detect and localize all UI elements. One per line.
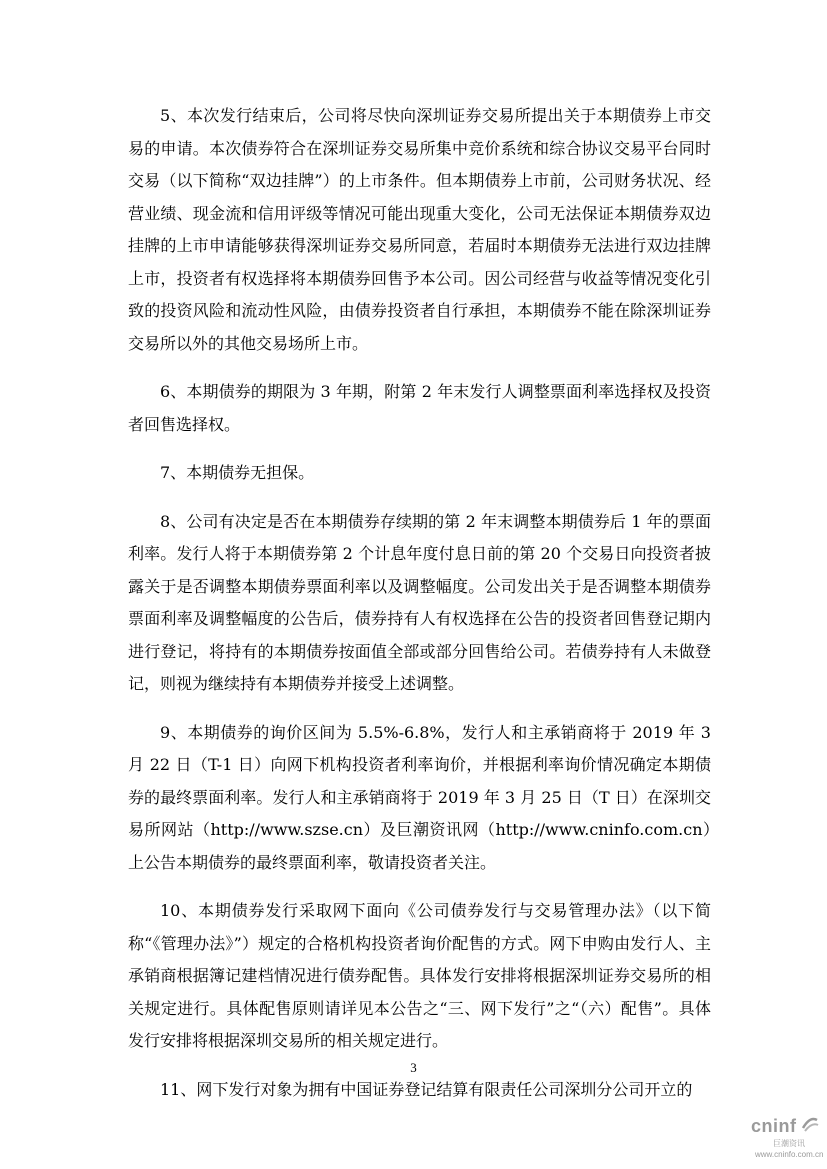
paragraph-7: 7、本期债券无担保。	[160, 463, 315, 482]
watermark-logo-text: cninf	[751, 1116, 797, 1136]
paragraph-6: 6、本期债券的期限为 3 年期，附第 2 年末发行人调整票面利率选择权及投资者回售选择权。	[128, 382, 711, 434]
cninfo-logo-icon	[800, 1114, 820, 1134]
watermark-url: www.cninfo.com.cn	[755, 1150, 824, 1159]
paragraph-10: 10、本期债券发行采取网下面向《公司债券发行与交易管理办法》（以下简称“《管理办法》”）规定的合格机构投资者询价配售的方式。网下申购由发行人、主承销商根据簿记建档情况进行债券配售。具体发行安排将根据深圳证券交易所的相关规定进行。具体配售原则请详见本公告之“三、网下发行”之“（六）配售”。具体发行安排将根据深圳交易所的相关规定进行。	[128, 901, 711, 1050]
watermark-subtitle: 巨潮资讯	[773, 1139, 805, 1148]
cninfo-watermark	[715, 1110, 825, 1166]
page-number: 3	[410, 1060, 417, 1075]
paragraph-5: 5、本次发行结束后，公司将尽快向深圳证券交易所提出关于本期债券上市交易的申请。本次债券符合在深圳证券交易所集中竞价系统和综合协议交易平台同时交易（以下简称“双边挂牌”）的上市条件。但本期债券上市前，公司财务状况、经营业绩、现金流和信用评级等情况可能出现重大变化，公司无法保证本期债券双边挂牌的上市申请能够获得深圳证券交易所同意，若届时本期债券无法进行双边挂牌上市，投资者有权选择将本期债券回售予本公司。因公司经营与收益等情况变化引致的投资风险和流动性风险，由债券投资者自行承担，本期债券不能在除深圳证券交易所以外的其他交易场所上市。	[128, 106, 711, 353]
paragraph-11: 11、网下发行对象为拥有中国证券登记结算有限责任公司深圳分公司开立的	[160, 1079, 693, 1099]
paragraph-9: 9、本期债券的询价区间为 5.5%-6.8%，发行人和主承销商将于 2019 年 3 月 22 日（T-1 日）向网下机构投资者利率询价，并根据利率询价情况确定本期债券的最终票面利率。发行人和主承销商将于 2019 年 3 月 25 日（T 日）在深圳交易所网站（http://www.szse.cn）及巨潮资讯网（http://www.cninfo.com.cn）上公告本期债券的最终票面利率，敬请投资者关注。	[128, 722, 711, 872]
paragraph-8: 8、公司有决定是否在本期债券存续期的第 2 年末调整本期债券后 1 年的票面利率。发行人将于本期债券第 2 个计息年度付息日前的第 20 个交易日向投资者披露关于是否调整本期债券票面利率以及调整幅度。公司发出关于是否调整本期债券票面利率及调整幅度的公告后，债券持有人有权选择在公告的投资者回售登记期内进行登记，将持有的本期债券按面值全部或部分回售给公司。若债券持有人未做登记，则视为继续持有本期债券并接受上述调整。	[128, 511, 711, 693]
document-body	[128, 100, 711, 1122]
